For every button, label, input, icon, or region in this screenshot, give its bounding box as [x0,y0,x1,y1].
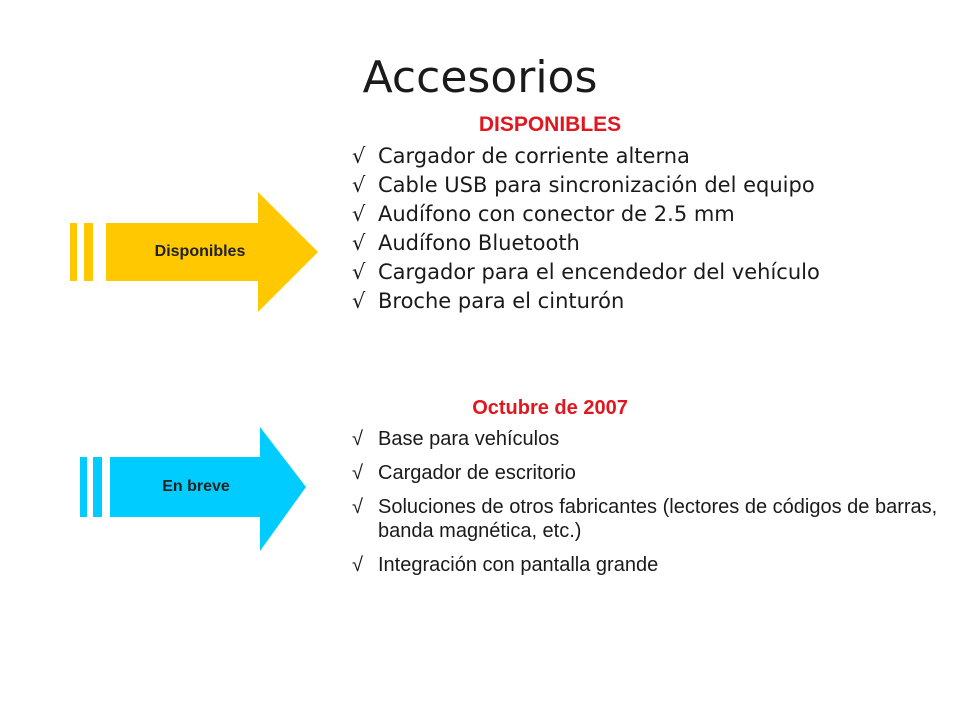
list-item: √ Audífono con conector de 2.5 mm [352,200,820,229]
list-disponibles [352,142,820,316]
list-item: √ Integración con pantalla grande [352,554,659,576]
list-item: √ Cargador para el encendedor del vehículo [352,258,820,287]
heading-disponibles: DISPONIBLES [478,113,622,136]
list-en-breve [352,427,952,587]
check-icon: √ [352,462,363,484]
check-icon: √ [352,554,363,576]
check-icon: √ [352,173,366,197]
check-icon: √ [352,144,366,168]
list-item: √ Cargador de corriente alterna [352,142,820,171]
arrow-en-breve [80,425,310,555]
arrow-label-en-breve: En breve [162,478,230,495]
check-icon: √ [352,496,363,518]
list-item: √ Cable USB para sincronización del equipo [352,171,820,200]
list-item: √ Broche para el cinturón [352,287,820,316]
list-item: √ Soluciones de otros fabricantes (lectores de códigos de barras, banda magnética, etc.) [352,496,938,542]
heading-octubre-2007: Octubre de 2007 [472,397,628,419]
slide-title: Accesorios [362,52,598,103]
check-icon: √ [352,260,366,284]
list-item: √ Audífono Bluetooth [352,229,820,258]
check-icon: √ [352,428,363,450]
check-icon: √ [352,289,366,313]
check-icon: √ [352,202,366,226]
check-icon: √ [352,231,366,255]
arrow-label-disponibles: Disponibles [154,243,246,260]
list-item: √ Base para vehículos [352,428,560,450]
arrow-disponibles [70,190,320,315]
list-item: √ Cargador de escritorio [352,462,576,484]
